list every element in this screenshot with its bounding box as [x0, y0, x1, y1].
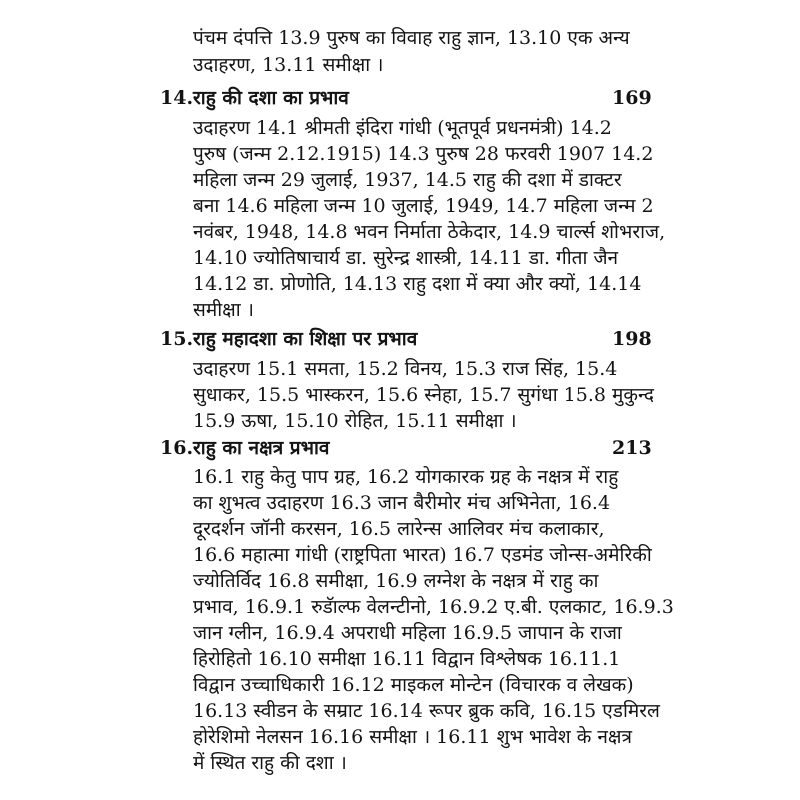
chapter-page-number: 213: [612, 437, 652, 459]
chapter-15-heading[interactable]: [0, 325, 800, 353]
chapter-16-line: का शुभत्व उदाहरण 16.3 जान बैरीमोर मंच अभिनेता, 16.4: [193, 492, 611, 514]
chapter-title: राहु का नक्षत्र प्रभाव: [193, 437, 330, 459]
chapter-16-line: 16.13 स्वीडन के सम्राट 16.14 रूपर ब्रुक कवि, 16.15 एडमिरल: [193, 700, 660, 722]
chapter-number: 14.: [160, 87, 194, 109]
chapter-14-line: बना 14.6 महिला जन्म 10 जुलाई, 1949, 14.7 महिला जन्म 2: [193, 195, 654, 217]
chapter-16-line: होरेशिमो नेलसन 16.16 समीक्षा । 16.11 शुभ भावेश के नक्षत्र: [193, 726, 633, 748]
chapter-16-line: ज्योतिर्विद 16.8 समीक्षा, 16.9 लग्नेश के नक्षत्र में राहु का: [193, 570, 599, 592]
chapter-number: 16.: [160, 437, 194, 459]
chapter-16-line: में स्थित राहु की दशा ।: [193, 752, 347, 774]
chapter-15-line: सुधाकर, 15.5 भास्करन, 15.6 स्नेहा, 15.7 सुगंधा 15.8 मुकुन्द: [193, 384, 654, 406]
chapter-14-line: पुरुष (जन्म 2.12.1915) 14.3 पुरुष 28 फरवरी 1907 14.2: [193, 143, 654, 165]
chapter-14-line: समीक्षा ।: [193, 299, 254, 321]
chapter-16-line: विद्वान उच्चाधिकारी 16.12 माइकल मोन्टेन (विचारक व लेखक): [193, 674, 634, 696]
chapter-number: 15.: [160, 328, 194, 350]
chapter-16-line: जान ग्लीन, 16.9.4 अपराधी महिला 16.9.5 जापान के राजा: [193, 622, 622, 644]
chapter-16-line: प्रभाव, 16.9.1 रुडॅाल्फ वेलन्टीनो, 16.9.2 ए.बी. एलकाट, 16.9.3: [193, 596, 674, 618]
chapter-16-line: दूरदर्शन जॉनी करसन, 16.5 लारेन्स आलिवर मंच कलाकार,: [193, 518, 605, 540]
chapter-16-line: 16.6 महात्मा गांधी (राष्ट्रपिता भारत) 16.7 एडमंड जोन्स-अमेरिकी: [193, 544, 652, 566]
chapter-14-line: 14.10 ज्योतिषाचार्य डा. सुरेन्द्र शास्त्री, 14.11 डा. गीता जैन: [193, 247, 619, 269]
chapter-14-line: नवंबर, 1948, 14.8 भवन निर्माता ठेकेदार, 14.9 चार्ल्स शोभराज,: [193, 221, 666, 243]
chapter-title: राहु की दशा का प्रभाव: [193, 87, 349, 109]
chapter-16-heading[interactable]: [0, 434, 800, 462]
chapter-page-number: 198: [612, 328, 652, 350]
chapter-15-line: उदाहरण 15.1 समता, 15.2 विनय, 15.3 राज सिंह, 15.4: [193, 358, 618, 380]
chapter-page-number: 169: [612, 87, 652, 109]
chapter-14-line: उदाहरण 14.1 श्रीमती इंदिरा गांधी (भूतपूर्व प्रधनमंत्री) 14.2: [193, 117, 612, 139]
chapter-16-line: हिरोहितो 16.10 समीक्षा 16.11 विद्वान विश्लेषक 16.11.1: [193, 648, 621, 670]
chapter-title: राहु महादशा का शिक्षा पर प्रभाव: [193, 328, 418, 350]
chapter-16-line: 16.1 राहु केतु पाप ग्रह, 16.2 योगकारक ग्रह के नक्षत्र में राहु: [193, 466, 619, 488]
chapter-14-heading[interactable]: [0, 84, 800, 112]
chapter-14-line: महिला जन्म 29 जुलाई, 1937, 14.5 राहु की दशा में डाक्टर: [193, 169, 622, 191]
intro-line: उदाहरण, 13.11 समीक्षा ।: [193, 54, 384, 76]
chapter-14-line: 14.12 डा. प्रोणोति, 14.13 राहु दशा में क्या और क्यों, 14.14: [193, 273, 642, 295]
intro-line: पंचम दंपत्ति 13.9 पुरुष का विवाह राहु ज्ञान, 13.10 एक अन्य: [193, 27, 630, 49]
chapter-15-line: 15.9 ऊषा, 15.10 रोहित, 15.11 समीक्षा ।: [193, 410, 517, 432]
